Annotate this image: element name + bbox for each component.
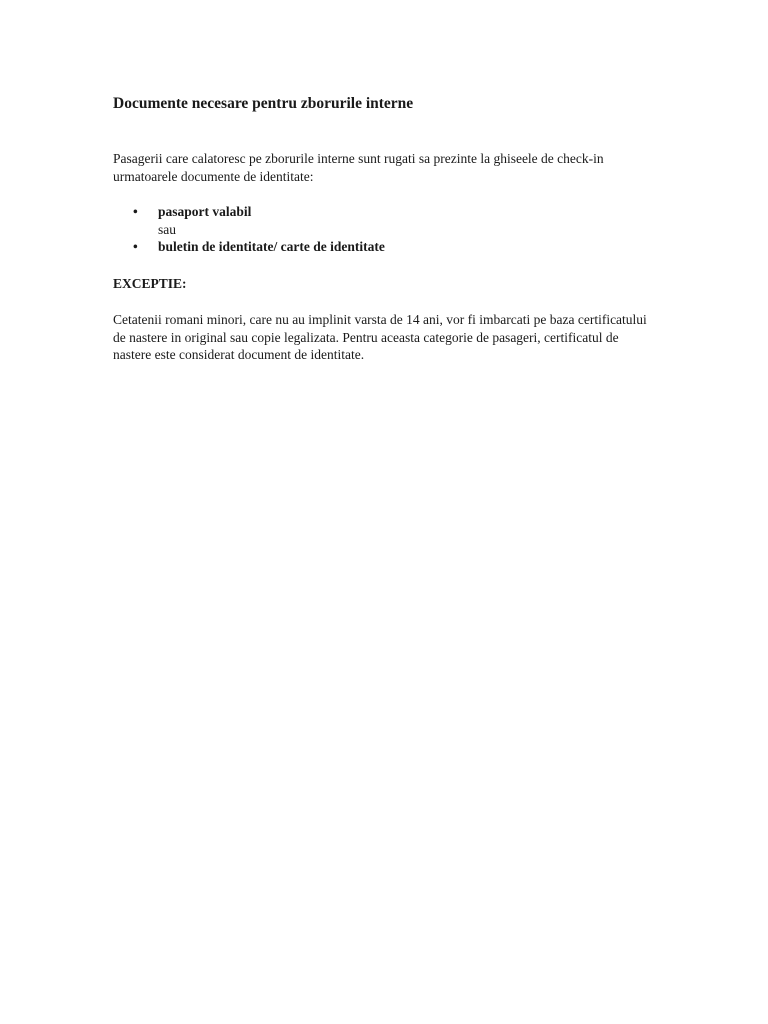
document-label-passport: pasaport valabil <box>158 204 252 219</box>
bullet-icon: • <box>133 239 138 254</box>
exception-paragraph: Cetatenii romani minori, care nu au implinit varsta de 14 ani, vor fi imbarcati pe baza certificatului de nastere in original sau copie legalizata. Pentru aceasta categorie de pasageri, certificatul de nastere este considerat document de identitate. <box>113 312 647 362</box>
document-title: Documente necesare pentru zborurile interne <box>113 95 414 112</box>
connector-text: sau <box>158 221 176 237</box>
list-item-id-card <box>113 238 653 256</box>
exception-heading: EXCEPTIE: <box>113 276 187 291</box>
list-item-passport <box>113 203 653 238</box>
document-label-id-card: buletin de identitate/ carte de identitate <box>158 239 385 254</box>
bullet-icon: • <box>133 204 138 219</box>
required-documents-list <box>113 203 653 256</box>
intro-paragraph: Pasagerii care calatoresc pe zborurile interne sunt rugati sa prezinte la ghiseele de check-in urmatoarele documente de identitate: <box>113 151 604 184</box>
